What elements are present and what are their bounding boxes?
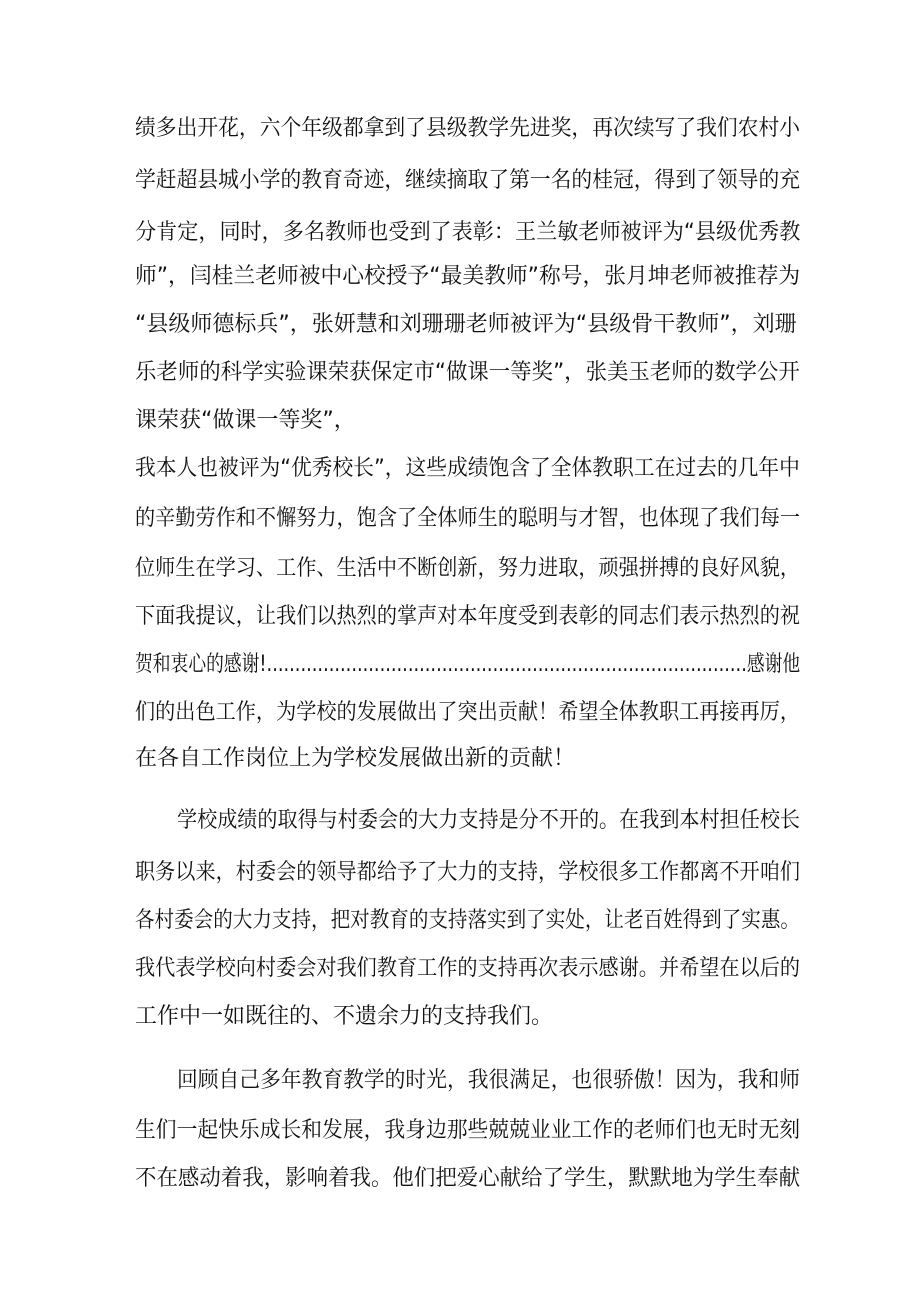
text-line: 师”，闫桂兰老师被中心校授予“最美教师”称号，张月坤老师被推荐为	[135, 264, 801, 289]
text-line: 乐老师的科学实验课荣获保定市“做课一等奖”，张美玉老师的数学公开	[135, 360, 800, 385]
text-line: 我代表学校向村委会对我们教育工作的支持再次表示感谢。并希望在以后的	[135, 956, 801, 981]
text-line: “县级师德标兵”，张妍慧和刘珊珊老师被评为“县级骨干教师”，刘珊	[135, 312, 797, 337]
text-line: 们的出色工作，为学校的发展做出了突出贡献！希望全体教职工再接再厉，	[135, 700, 801, 725]
text-line: 绩多出开花，六个年级都拿到了县级教学先进奖，再次续写了我们农村小	[135, 116, 801, 141]
text-line: 的辛勤劳作和不懈努力，饱含了全体师生的聪明与才智，也体现了我们每一	[135, 506, 801, 531]
text-line: 位师生在学习、工作、生活中不断创新，努力进取，顽强拼搏的良好风貌，	[135, 556, 801, 581]
text-line: 生们一起快乐成长和发展，我身边那些兢兢业业工作的老师们也无时无刻	[135, 1118, 801, 1143]
text-line: 在各自工作岗位上为学校发展做出新的贡献！	[135, 746, 576, 771]
text-line: 贺和衷心的感谢!.....................................................................................感谢他	[135, 652, 801, 677]
text-line: 我本人也被评为“优秀校长”，这些成绩饱含了全体教职工在过去的几年中	[135, 456, 800, 481]
text-line: 回顾自己多年教育教学的时光，我很满足，也很骄傲！因为，我和师	[177, 1068, 800, 1093]
text-line: 分肯定，同时，多名教师也受到了表彰：王兰敏老师被评为“县级优秀教	[135, 220, 801, 245]
text-line: 学校成绩的取得与村委会的大力支持是分不开的。在我到本村担任校长	[177, 808, 801, 833]
text-line: 课荣获“做课一等奖”，	[135, 408, 356, 433]
text-line: 职务以来，村委会的领导都给予了大力的支持，学校很多工作都离不开咱们	[135, 860, 801, 885]
text-line: 工作中一如既往的、不遗余力的支持我们。	[135, 1004, 554, 1029]
text-line: 学赶超县城小学的教育奇迹，继续摘取了第一名的桂冠，得到了领导的充	[135, 168, 801, 193]
text-line: 各村委会的大力支持，把对教育的支持落实到了实处，让老百姓得到了实惠。	[135, 908, 800, 933]
text-line: 下面我提议，让我们以热烈的掌声对本年度受到表彰的同志们表示热烈的祝	[135, 604, 801, 629]
text-line: 不在感动着我，影响着我。他们把爱心献给了学生，默默地为学生奉献	[135, 1166, 801, 1191]
